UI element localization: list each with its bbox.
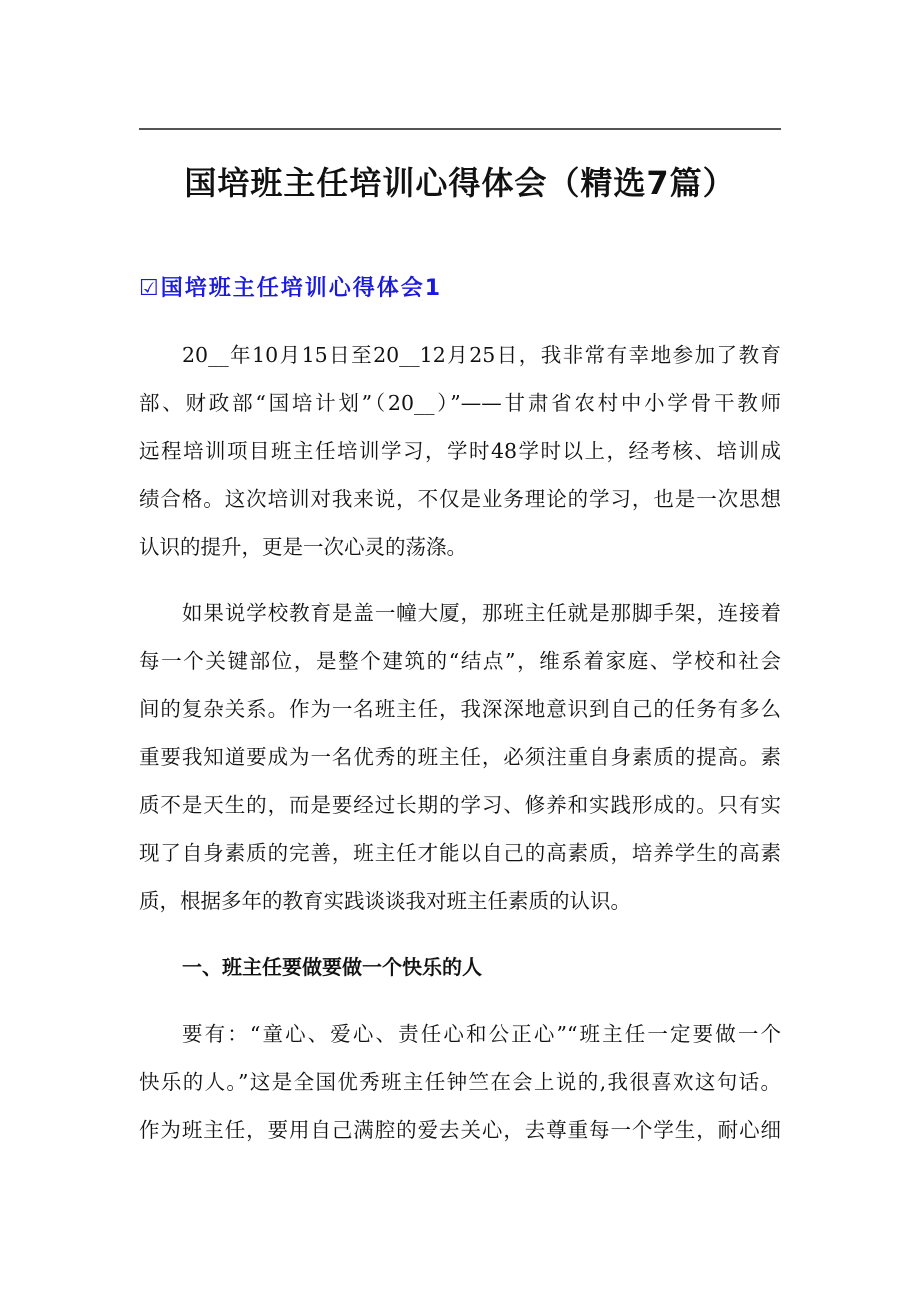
paragraph-line: 20__年10月15日至20__12月25日，我非常有幸地参加了教育	[182, 343, 781, 367]
subheading: 一、班主任要做要做一个快乐的人	[182, 955, 482, 979]
paragraph-line: 质不是天生的，而是要经过长期的学习、修养和实践形成的。只有实	[139, 793, 781, 817]
checkbox-icon: ☑	[139, 276, 161, 301]
paragraph-line: 认识的提升，更是一次心灵的荡涤。	[139, 535, 467, 559]
header-rule	[139, 128, 781, 130]
paragraph-line: 间的复杂关系。作为一名班主任，我深深地意识到自己的任务有多么	[139, 697, 781, 721]
paragraph-line: 每一个关键部位，是整个建筑的“结点”，维系着家庭、学校和社会	[139, 649, 781, 673]
paragraph-line: 如果说学校教育是盖一幢大厦，那班主任就是那脚手架，连接着	[182, 601, 781, 625]
paragraph-line: 远程培训项目班主任培训学习，学时48学时以上，经考核、培训成	[139, 439, 781, 463]
section-heading	[139, 273, 442, 305]
paragraph-line: 要有：“童心、爱心、责任心和公正心”“班主任一定要做一个	[182, 1022, 781, 1046]
paragraph-line: 快乐的人。”这是全国优秀班主任钟竺在会上说的,我很喜欢这句话。	[139, 1070, 781, 1094]
paragraph-line: 现了自身素质的完善，班主任才能以自己的高素质，培养学生的高素	[139, 841, 781, 865]
paragraph-line: 作为班主任，要用自己满腔的爱去关心，去尊重每一个学生，耐心细	[139, 1118, 781, 1142]
section-heading-text: 国培班主任培训心得体会1	[160, 276, 443, 301]
paragraph-line: 绩合格。这次培训对我来说，不仅是业务理论的学习，也是一次思想	[139, 487, 781, 511]
paragraph-line: 部、财政部“国培计划”（20__）”——甘肃省农村中小学骨干教师	[139, 391, 781, 415]
paragraph-line: 质，根据多年的教育实践谈谈我对班主任素质的认识。	[139, 889, 631, 913]
document-title: 国培班主任培训心得体会（精选7篇）	[184, 164, 736, 202]
paragraph-line: 重要我知道要成为一名优秀的班主任，必须注重自身素质的提高。素	[139, 745, 781, 769]
